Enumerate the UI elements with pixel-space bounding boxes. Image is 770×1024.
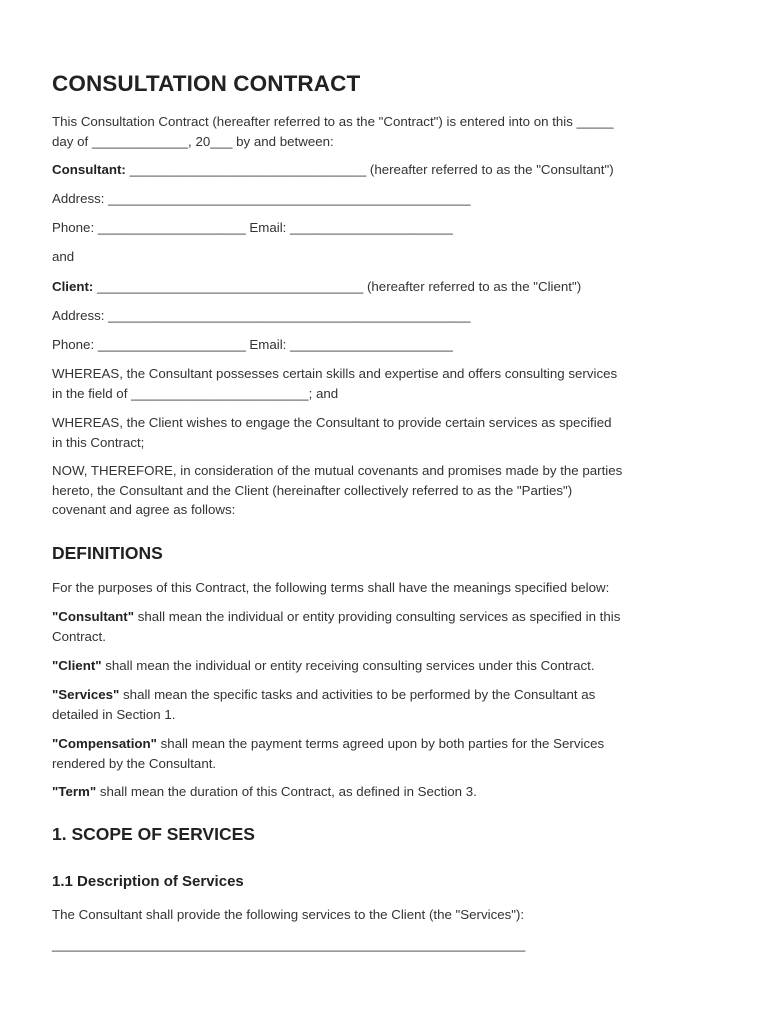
- services-blank-line: [52, 935, 732, 955]
- consultant-name-field: ________________________________ (hereafter referred to as the "Consultant"): [125, 162, 614, 177]
- whereas-paragraph-2: [52, 413, 732, 452]
- definition-consultant: [52, 607, 732, 646]
- definition-term-text-1: shall mean the duration of this Contract, as defined in Section 3.: [96, 784, 477, 799]
- definition-services-text-1: shall mean the specific tasks and activities to be performed by the Consultant as: [119, 687, 596, 702]
- definition-services: [52, 685, 732, 724]
- definition-consultant-text-2: Contract.: [52, 628, 106, 644]
- definition-services-term: "Services": [52, 687, 120, 702]
- whereas1-line-1: WHEREAS, the Consultant possesses certain skills and expertise and offers consulting services: [52, 366, 618, 381]
- whereas2-line-1: WHEREAS, the Client wishes to engage the Consultant to provide certain services as specified: [52, 415, 612, 430]
- now-therefore-line-3: covenant and agree as follows:: [52, 502, 236, 517]
- section-1-1-heading: 1.1 Description of Services: [52, 873, 244, 890]
- definition-client-term: "Client": [52, 658, 102, 673]
- client-name-line: [52, 277, 732, 297]
- section-1-heading: 1. SCOPE OF SERVICES: [52, 824, 255, 844]
- definitions-heading: DEFINITIONS: [52, 543, 163, 563]
- services-blank-field: ________________________________________________________________: [52, 937, 526, 952]
- services-intro-text: The Consultant shall provide the following services to the Client (the "Services"):: [52, 907, 525, 922]
- definition-consultant-text-1: shall mean the individual or entity providing consulting services as specified in this: [134, 609, 621, 624]
- definition-compensation-term: "Compensation": [52, 736, 157, 751]
- whereas1-line-2: in the field of ________________________; and: [52, 385, 339, 401]
- now-therefore-paragraph: [52, 461, 732, 520]
- now-therefore-line-1: NOW, THEREFORE, in consideration of the mutual covenants and promises made by the parties: [52, 463, 623, 478]
- client-address-field: Address: _________________________________________________: [52, 308, 471, 323]
- whereas2-line-2: in this Contract;: [52, 434, 145, 450]
- and-line: [52, 247, 732, 267]
- and-text: and: [52, 249, 75, 264]
- consultant-name-line: [52, 160, 732, 180]
- definition-client-text-1: shall mean the individual or entity receiving consulting services under this Contract.: [101, 658, 595, 673]
- definition-compensation-text-1: shall mean the payment terms agreed upon by both parties for the Services: [156, 736, 605, 751]
- intro-line-2: day of _____________, 20___ by and between:: [52, 133, 334, 149]
- document-title: CONSULTATION CONTRACT: [52, 71, 361, 96]
- intro-paragraph: [52, 112, 732, 151]
- definition-compensation-text-2: rendered by the Consultant.: [52, 755, 217, 771]
- consultant-contact-line: [52, 218, 732, 238]
- client-contact-line: [52, 335, 732, 355]
- consultant-label: Consultant:: [52, 162, 126, 177]
- definition-compensation: [52, 734, 732, 773]
- client-phone-email-field: Phone: ____________________ Email: ______________________: [52, 337, 453, 352]
- consultant-address-field: Address: _________________________________________________: [52, 191, 471, 206]
- definition-consultant-term: "Consultant": [52, 609, 135, 624]
- client-address-line: [52, 306, 732, 326]
- definition-client: [52, 656, 732, 676]
- definitions-intro: [52, 578, 732, 598]
- whereas-paragraph-1: [52, 364, 732, 403]
- definition-term: [52, 782, 732, 802]
- definition-services-text-2: detailed in Section 1.: [52, 706, 176, 722]
- section-1-1-text: [52, 905, 732, 925]
- definitions-intro-text: For the purposes of this Contract, the following terms shall have the meanings specified below:: [52, 580, 610, 595]
- intro-line-1: This Consultation Contract (hereafter referred to as the "Contract") is entered into on this _____: [52, 114, 614, 129]
- consultant-address-line: [52, 189, 732, 209]
- consultant-phone-email-field: Phone: ____________________ Email: ______________________: [52, 220, 453, 235]
- client-name-field: ____________________________________ (hereafter referred to as the "Client"): [93, 279, 582, 294]
- now-therefore-line-2: hereto, the Consultant and the Client (hereinafter collectively referred to as the "Parties"): [52, 482, 573, 498]
- client-label: Client:: [52, 279, 94, 294]
- definition-term-term: "Term": [52, 784, 97, 799]
